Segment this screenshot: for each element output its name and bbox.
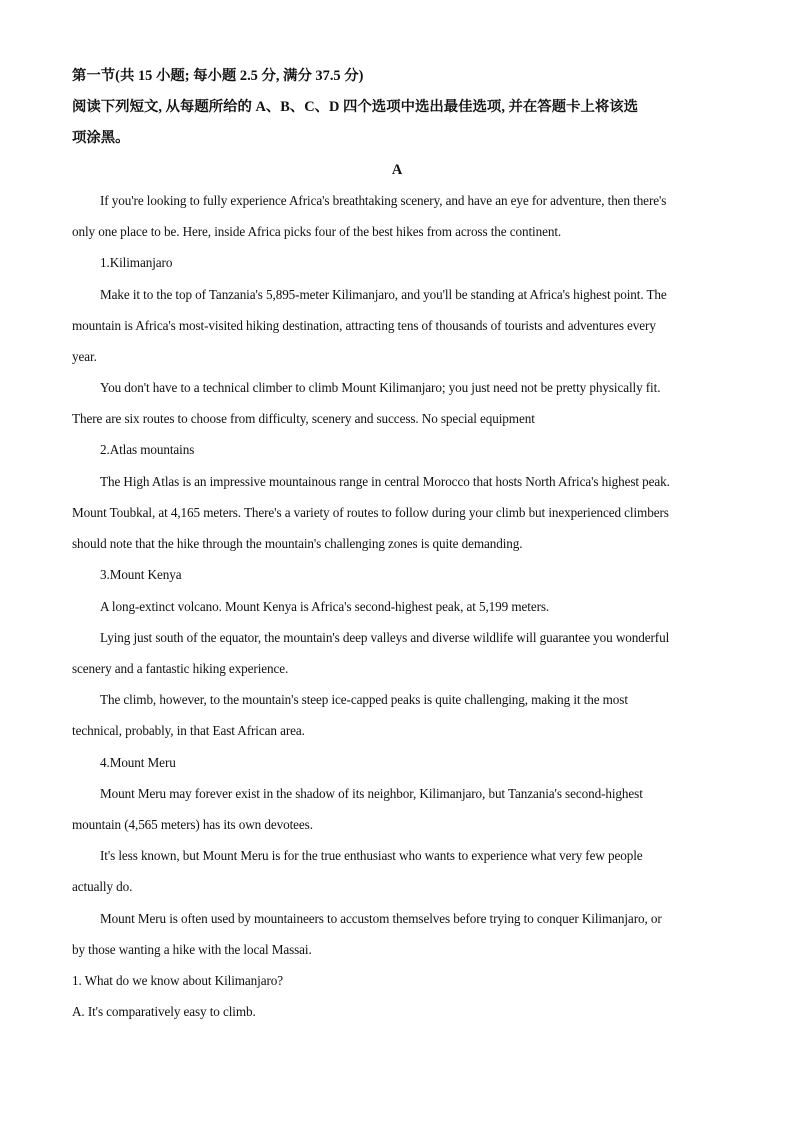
- paragraph-line: A long-extinct volcano. Mount Kenya is Africa's second-highest peak, at 5,199 meters.: [100, 599, 550, 614]
- paragraph-line: scenery and a fantastic hiking experience.: [72, 661, 289, 676]
- paragraph-line: by those wanting a hike with the local Massai.: [72, 942, 312, 957]
- heading-kenya: 3.Mount Kenya: [100, 567, 182, 582]
- paragraph-line: There are six routes to choose from difficulty, scenery and success. No special equipment: [72, 411, 535, 426]
- paragraph-line: Make it to the top of Tanzania's 5,895-meter Kilimanjaro, and you'll be standing at Africa's highest point. The: [100, 287, 667, 302]
- heading-meru: 4.Mount Meru: [100, 755, 176, 770]
- heading-atlas: 2.Atlas mountains: [100, 442, 195, 457]
- section-title: 第一节(共 15 小题; 每小题 2.5 分, 满分 37.5 分): [72, 68, 364, 84]
- paragraph-line: mountain (4,565 meters) has its own devotees.: [72, 817, 313, 832]
- paragraph-line: technical, probably, in that East African area.: [72, 723, 305, 738]
- paragraph-line: You don't have to a technical climber to climb Mount Kilimanjaro; you just need not be pretty physically fit.: [100, 380, 661, 395]
- passage-label: A: [391, 162, 403, 178]
- paragraph-line: Mount Meru is often used by mountaineers to accustom themselves before trying to conquer Kilimanjaro, or: [100, 911, 662, 926]
- paragraph-line: should note that the hike through the mountain's challenging zones is quite demanding.: [72, 536, 523, 551]
- paragraph-line: Lying just south of the equator, the mountain's deep valleys and diverse wildlife will guarantee you wonderful: [100, 630, 670, 645]
- question-1: 1. What do we know about Kilimanjaro?: [72, 973, 284, 988]
- heading-kilimanjaro: 1.Kilimanjaro: [100, 255, 173, 270]
- paragraph-line: Mount Meru may forever exist in the shadow of its neighbor, Kilimanjaro, but Tanzania's second-highest: [100, 786, 643, 801]
- paragraph-line: mountain is Africa's most-visited hiking destination, attracting tens of thousands of tourists and adventures every: [72, 318, 656, 333]
- instruction-line-2: 项涂黑。: [72, 130, 130, 146]
- paragraph-line: actually do.: [72, 879, 133, 894]
- paragraph-line: It's less known, but Mount Meru is for the true enthusiast who wants to experience what very few people: [100, 848, 643, 863]
- instruction-line-1: 阅读下列短文, 从每题所给的 A、B、C、D 四个选项中选出最佳选项, 并在答题卡上将该选: [72, 99, 639, 115]
- paragraph-line: Mount Toubkal, at 4,165 meters. There's a variety of routes to follow during your climb but inexperienced climbers: [72, 505, 669, 520]
- question-1-option-a: A. It's comparatively easy to climb.: [72, 1004, 256, 1019]
- paragraph-line: The climb, however, to the mountain's steep ice-capped peaks is quite challenging, making it the most: [100, 692, 628, 707]
- paragraph-line: The High Atlas is an impressive mountainous range in central Morocco that hosts North Africa's highest peak.: [100, 474, 670, 489]
- intro-line: only one place to be. Here, inside Africa picks four of the best hikes from across the continent.: [72, 224, 562, 239]
- paragraph-line: year.: [72, 349, 97, 364]
- intro-line: If you're looking to fully experience Africa's breathtaking scenery, and have an eye for adventure, then there's: [100, 193, 667, 208]
